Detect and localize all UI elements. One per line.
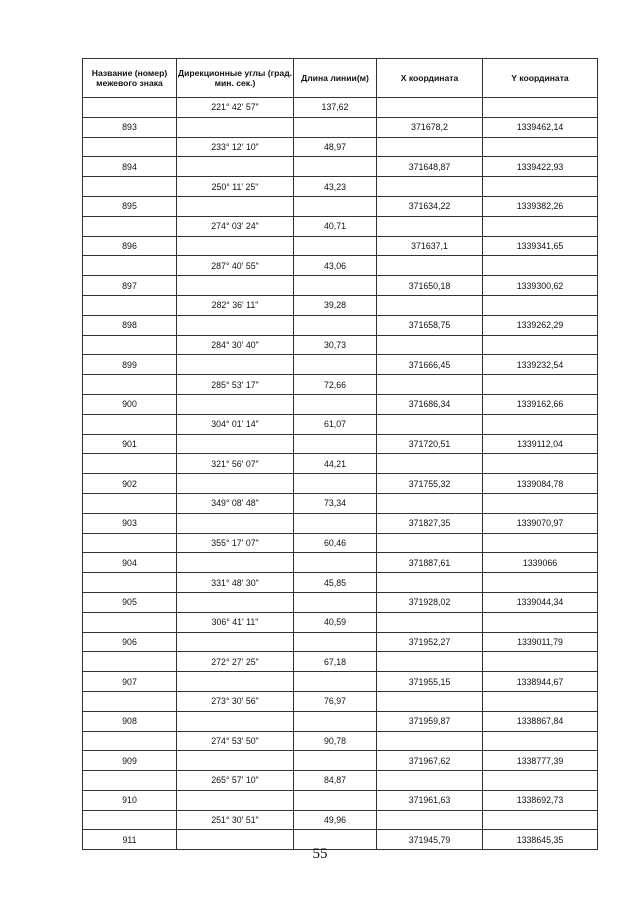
table-row bbox=[83, 355, 598, 375]
cell-marker-name bbox=[83, 98, 177, 118]
cell-marker-name bbox=[83, 256, 177, 276]
cell-direction-angle: 233° 12' 10" bbox=[177, 137, 294, 157]
cell-marker-name: 909 bbox=[83, 751, 177, 771]
table-row bbox=[83, 276, 598, 296]
table-row bbox=[83, 612, 598, 632]
cell-x-coordinate bbox=[377, 454, 483, 474]
cell-marker-name: 894 bbox=[83, 157, 177, 177]
table-row bbox=[83, 474, 598, 494]
cell-line-length bbox=[294, 474, 377, 494]
cell-marker-name: 901 bbox=[83, 434, 177, 454]
cell-line-length: 39,28 bbox=[294, 295, 377, 315]
cell-marker-name bbox=[83, 375, 177, 395]
cell-x-coordinate: 371945,79 bbox=[377, 830, 483, 850]
cell-line-length bbox=[294, 790, 377, 810]
cell-line-length bbox=[294, 394, 377, 414]
cell-x-coordinate: 371961,63 bbox=[377, 790, 483, 810]
cell-y-coordinate: 1339070,97 bbox=[483, 513, 598, 533]
cell-direction-angle bbox=[177, 236, 294, 256]
cell-marker-name: 910 bbox=[83, 790, 177, 810]
header-direction-angle: Дирекционные углы (град. мин. сек.) bbox=[177, 59, 294, 98]
cell-x-coordinate bbox=[377, 335, 483, 355]
cell-direction-angle bbox=[177, 157, 294, 177]
cell-x-coordinate bbox=[377, 771, 483, 791]
cell-y-coordinate: 1338645,35 bbox=[483, 830, 598, 850]
cell-line-length: 43,23 bbox=[294, 177, 377, 197]
cell-x-coordinate bbox=[377, 731, 483, 751]
cell-direction-angle: 272° 27' 25" bbox=[177, 652, 294, 672]
table-row bbox=[83, 652, 598, 672]
cell-y-coordinate bbox=[483, 256, 598, 276]
cell-line-length bbox=[294, 513, 377, 533]
table-row bbox=[83, 335, 598, 355]
cell-direction-angle: 331° 48' 30" bbox=[177, 573, 294, 593]
cell-marker-name bbox=[83, 454, 177, 474]
table-row bbox=[83, 790, 598, 810]
cell-x-coordinate bbox=[377, 493, 483, 513]
cell-direction-angle: 285° 53' 17" bbox=[177, 375, 294, 395]
table-row bbox=[83, 137, 598, 157]
header-x-coordinate: X координата bbox=[377, 59, 483, 98]
cell-direction-angle bbox=[177, 790, 294, 810]
cell-x-coordinate bbox=[377, 256, 483, 276]
cell-direction-angle bbox=[177, 751, 294, 771]
cell-y-coordinate bbox=[483, 573, 598, 593]
cell-line-length: 61,07 bbox=[294, 414, 377, 434]
cell-marker-name bbox=[83, 810, 177, 830]
cell-y-coordinate bbox=[483, 216, 598, 236]
cell-marker-name bbox=[83, 335, 177, 355]
cell-marker-name: 896 bbox=[83, 236, 177, 256]
cell-line-length bbox=[294, 276, 377, 296]
header-marker-name: Название (номер) межевого знака bbox=[83, 59, 177, 98]
cell-direction-angle bbox=[177, 276, 294, 296]
cell-y-coordinate: 1338692,73 bbox=[483, 790, 598, 810]
cell-direction-angle bbox=[177, 434, 294, 454]
table-row bbox=[83, 553, 598, 573]
table-row bbox=[83, 533, 598, 553]
cell-direction-angle bbox=[177, 672, 294, 692]
cell-line-length: 67,18 bbox=[294, 652, 377, 672]
cell-line-length: 43,06 bbox=[294, 256, 377, 276]
cell-marker-name bbox=[83, 652, 177, 672]
cell-marker-name: 903 bbox=[83, 513, 177, 533]
cell-marker-name bbox=[83, 731, 177, 751]
cell-direction-angle: 304° 01' 14" bbox=[177, 414, 294, 434]
table-row bbox=[83, 751, 598, 771]
cell-direction-angle: 349° 08' 48" bbox=[177, 493, 294, 513]
cell-line-length bbox=[294, 117, 377, 137]
cell-line-length: 76,97 bbox=[294, 691, 377, 711]
cell-x-coordinate bbox=[377, 177, 483, 197]
cell-direction-angle: 355° 17' 07" bbox=[177, 533, 294, 553]
cell-x-coordinate bbox=[377, 216, 483, 236]
cell-x-coordinate: 371928,02 bbox=[377, 592, 483, 612]
cell-direction-angle: 321° 56' 07" bbox=[177, 454, 294, 474]
table-row bbox=[83, 157, 598, 177]
cell-x-coordinate: 371648,87 bbox=[377, 157, 483, 177]
cell-line-length bbox=[294, 157, 377, 177]
table-row bbox=[83, 295, 598, 315]
cell-direction-angle: 221° 42' 57" bbox=[177, 98, 294, 118]
cell-y-coordinate bbox=[483, 652, 598, 672]
cell-x-coordinate bbox=[377, 573, 483, 593]
cell-x-coordinate bbox=[377, 691, 483, 711]
cell-y-coordinate bbox=[483, 137, 598, 157]
cell-marker-name bbox=[83, 216, 177, 236]
table-row bbox=[83, 98, 598, 118]
cell-line-length bbox=[294, 751, 377, 771]
cell-marker-name bbox=[83, 295, 177, 315]
table-row bbox=[83, 691, 598, 711]
cell-y-coordinate: 1339422,93 bbox=[483, 157, 598, 177]
cell-y-coordinate: 1339044,34 bbox=[483, 592, 598, 612]
boundary-coordinates-table bbox=[82, 58, 598, 850]
table-row bbox=[83, 414, 598, 434]
cell-line-length bbox=[294, 592, 377, 612]
cell-y-coordinate: 1339011,79 bbox=[483, 632, 598, 652]
cell-x-coordinate bbox=[377, 98, 483, 118]
cell-y-coordinate: 1339066 bbox=[483, 553, 598, 573]
cell-y-coordinate: 1339084,78 bbox=[483, 474, 598, 494]
cell-marker-name bbox=[83, 137, 177, 157]
cell-y-coordinate: 1338777,39 bbox=[483, 751, 598, 771]
table-row bbox=[83, 216, 598, 236]
cell-x-coordinate: 371887,61 bbox=[377, 553, 483, 573]
cell-y-coordinate bbox=[483, 731, 598, 751]
cell-y-coordinate bbox=[483, 612, 598, 632]
header-y-coordinate: Y координата bbox=[483, 59, 598, 98]
cell-direction-angle bbox=[177, 553, 294, 573]
cell-direction-angle bbox=[177, 711, 294, 731]
table-row bbox=[83, 632, 598, 652]
cell-x-coordinate bbox=[377, 533, 483, 553]
table-row bbox=[83, 177, 598, 197]
cell-line-length: 72,66 bbox=[294, 375, 377, 395]
cell-direction-angle bbox=[177, 117, 294, 137]
cell-marker-name: 898 bbox=[83, 315, 177, 335]
cell-x-coordinate bbox=[377, 137, 483, 157]
cell-direction-angle: 251° 30' 51" bbox=[177, 810, 294, 830]
cell-marker-name: 900 bbox=[83, 394, 177, 414]
cell-marker-name: 904 bbox=[83, 553, 177, 573]
cell-direction-angle: 306° 41' 11" bbox=[177, 612, 294, 632]
cell-marker-name bbox=[83, 414, 177, 434]
cell-marker-name bbox=[83, 493, 177, 513]
cell-line-length: 48,97 bbox=[294, 137, 377, 157]
cell-direction-angle: 284° 30' 40" bbox=[177, 335, 294, 355]
table-row bbox=[83, 493, 598, 513]
cell-marker-name: 899 bbox=[83, 355, 177, 375]
cell-x-coordinate bbox=[377, 375, 483, 395]
cell-y-coordinate bbox=[483, 771, 598, 791]
cell-y-coordinate: 1338867,84 bbox=[483, 711, 598, 731]
cell-line-length bbox=[294, 315, 377, 335]
cell-y-coordinate: 1339262,29 bbox=[483, 315, 598, 335]
cell-y-coordinate: 1338944,67 bbox=[483, 672, 598, 692]
cell-marker-name bbox=[83, 691, 177, 711]
table-row bbox=[83, 196, 598, 216]
table-row bbox=[83, 771, 598, 791]
cell-x-coordinate: 371952,27 bbox=[377, 632, 483, 652]
cell-marker-name: 893 bbox=[83, 117, 177, 137]
cell-y-coordinate bbox=[483, 454, 598, 474]
cell-line-length: 49,96 bbox=[294, 810, 377, 830]
table-row bbox=[83, 592, 598, 612]
cell-line-length bbox=[294, 196, 377, 216]
cell-line-length: 40,71 bbox=[294, 216, 377, 236]
table-row bbox=[83, 434, 598, 454]
cell-x-coordinate bbox=[377, 652, 483, 672]
cell-line-length bbox=[294, 672, 377, 692]
cell-y-coordinate bbox=[483, 691, 598, 711]
cell-y-coordinate: 1339232,54 bbox=[483, 355, 598, 375]
cell-line-length: 45,85 bbox=[294, 573, 377, 593]
cell-y-coordinate: 1339112,04 bbox=[483, 434, 598, 454]
cell-marker-name bbox=[83, 573, 177, 593]
table-row bbox=[83, 375, 598, 395]
cell-x-coordinate bbox=[377, 810, 483, 830]
cell-marker-name: 906 bbox=[83, 632, 177, 652]
cell-y-coordinate: 1339162,66 bbox=[483, 394, 598, 414]
cell-x-coordinate bbox=[377, 414, 483, 434]
cell-line-length: 60,46 bbox=[294, 533, 377, 553]
cell-y-coordinate: 1339341,65 bbox=[483, 236, 598, 256]
cell-x-coordinate: 371959,87 bbox=[377, 711, 483, 731]
table-row bbox=[83, 394, 598, 414]
table-row bbox=[83, 315, 598, 335]
table-row bbox=[83, 236, 598, 256]
cell-marker-name: 907 bbox=[83, 672, 177, 692]
cell-marker-name: 911 bbox=[83, 830, 177, 850]
cell-marker-name bbox=[83, 533, 177, 553]
cell-x-coordinate bbox=[377, 295, 483, 315]
cell-x-coordinate: 371686,34 bbox=[377, 394, 483, 414]
cell-direction-angle bbox=[177, 513, 294, 533]
cell-direction-angle: 274° 03' 24" bbox=[177, 216, 294, 236]
table-row bbox=[83, 117, 598, 137]
cell-line-length: 40,59 bbox=[294, 612, 377, 632]
table-row bbox=[83, 672, 598, 692]
cell-y-coordinate bbox=[483, 414, 598, 434]
cell-direction-angle bbox=[177, 394, 294, 414]
cell-direction-angle: 287° 40' 55" bbox=[177, 256, 294, 276]
cell-x-coordinate: 371650,18 bbox=[377, 276, 483, 296]
cell-x-coordinate: 371827,35 bbox=[377, 513, 483, 533]
cell-marker-name bbox=[83, 612, 177, 632]
cell-y-coordinate: 1339462,14 bbox=[483, 117, 598, 137]
table-header-row bbox=[83, 59, 598, 98]
cell-line-length: 90,78 bbox=[294, 731, 377, 751]
cell-direction-angle bbox=[177, 632, 294, 652]
cell-y-coordinate bbox=[483, 335, 598, 355]
cell-x-coordinate: 371967,62 bbox=[377, 751, 483, 771]
cell-x-coordinate: 371666,45 bbox=[377, 355, 483, 375]
cell-direction-angle: 282° 36' 11" bbox=[177, 295, 294, 315]
table-row bbox=[83, 711, 598, 731]
header-line-length: Длина линии(м) bbox=[294, 59, 377, 98]
cell-x-coordinate: 371955,15 bbox=[377, 672, 483, 692]
cell-line-length bbox=[294, 236, 377, 256]
cell-line-length bbox=[294, 355, 377, 375]
cell-direction-angle: 265° 57' 10" bbox=[177, 771, 294, 791]
cell-marker-name bbox=[83, 177, 177, 197]
cell-x-coordinate bbox=[377, 612, 483, 632]
cell-marker-name: 897 bbox=[83, 276, 177, 296]
cell-direction-angle bbox=[177, 355, 294, 375]
table-body bbox=[83, 98, 598, 850]
cell-y-coordinate bbox=[483, 810, 598, 830]
cell-y-coordinate bbox=[483, 533, 598, 553]
cell-line-length: 137,62 bbox=[294, 98, 377, 118]
cell-marker-name: 895 bbox=[83, 196, 177, 216]
cell-marker-name: 908 bbox=[83, 711, 177, 731]
cell-marker-name: 902 bbox=[83, 474, 177, 494]
cell-direction-angle: 273° 30' 56" bbox=[177, 691, 294, 711]
table-row bbox=[83, 731, 598, 751]
table-row bbox=[83, 573, 598, 593]
cell-x-coordinate: 371634,22 bbox=[377, 196, 483, 216]
cell-line-length: 73,34 bbox=[294, 493, 377, 513]
table-row bbox=[83, 513, 598, 533]
cell-line-length bbox=[294, 434, 377, 454]
cell-y-coordinate bbox=[483, 375, 598, 395]
cell-marker-name bbox=[83, 771, 177, 791]
cell-marker-name: 905 bbox=[83, 592, 177, 612]
cell-x-coordinate: 371637,1 bbox=[377, 236, 483, 256]
cell-y-coordinate bbox=[483, 295, 598, 315]
cell-y-coordinate: 1339382,26 bbox=[483, 196, 598, 216]
table-row bbox=[83, 810, 598, 830]
cell-direction-angle bbox=[177, 315, 294, 335]
cell-y-coordinate: 1339300,62 bbox=[483, 276, 598, 296]
cell-x-coordinate: 371720,51 bbox=[377, 434, 483, 454]
cell-direction-angle: 274° 53' 50" bbox=[177, 731, 294, 751]
cell-direction-angle bbox=[177, 196, 294, 216]
cell-x-coordinate: 371678,2 bbox=[377, 117, 483, 137]
cell-line-length: 84,87 bbox=[294, 771, 377, 791]
table-row bbox=[83, 454, 598, 474]
cell-line-length bbox=[294, 632, 377, 652]
cell-y-coordinate bbox=[483, 98, 598, 118]
cell-y-coordinate bbox=[483, 493, 598, 513]
cell-direction-angle: 250° 11' 25" bbox=[177, 177, 294, 197]
cell-x-coordinate: 371658,75 bbox=[377, 315, 483, 335]
cell-line-length: 30,73 bbox=[294, 335, 377, 355]
cell-direction-angle bbox=[177, 474, 294, 494]
cell-line-length bbox=[294, 553, 377, 573]
table-row bbox=[83, 256, 598, 276]
cell-direction-angle bbox=[177, 592, 294, 612]
cell-y-coordinate bbox=[483, 177, 598, 197]
page-number: 55 bbox=[312, 846, 328, 862]
cell-line-length bbox=[294, 711, 377, 731]
cell-x-coordinate: 371755,32 bbox=[377, 474, 483, 494]
cell-line-length: 44,21 bbox=[294, 454, 377, 474]
